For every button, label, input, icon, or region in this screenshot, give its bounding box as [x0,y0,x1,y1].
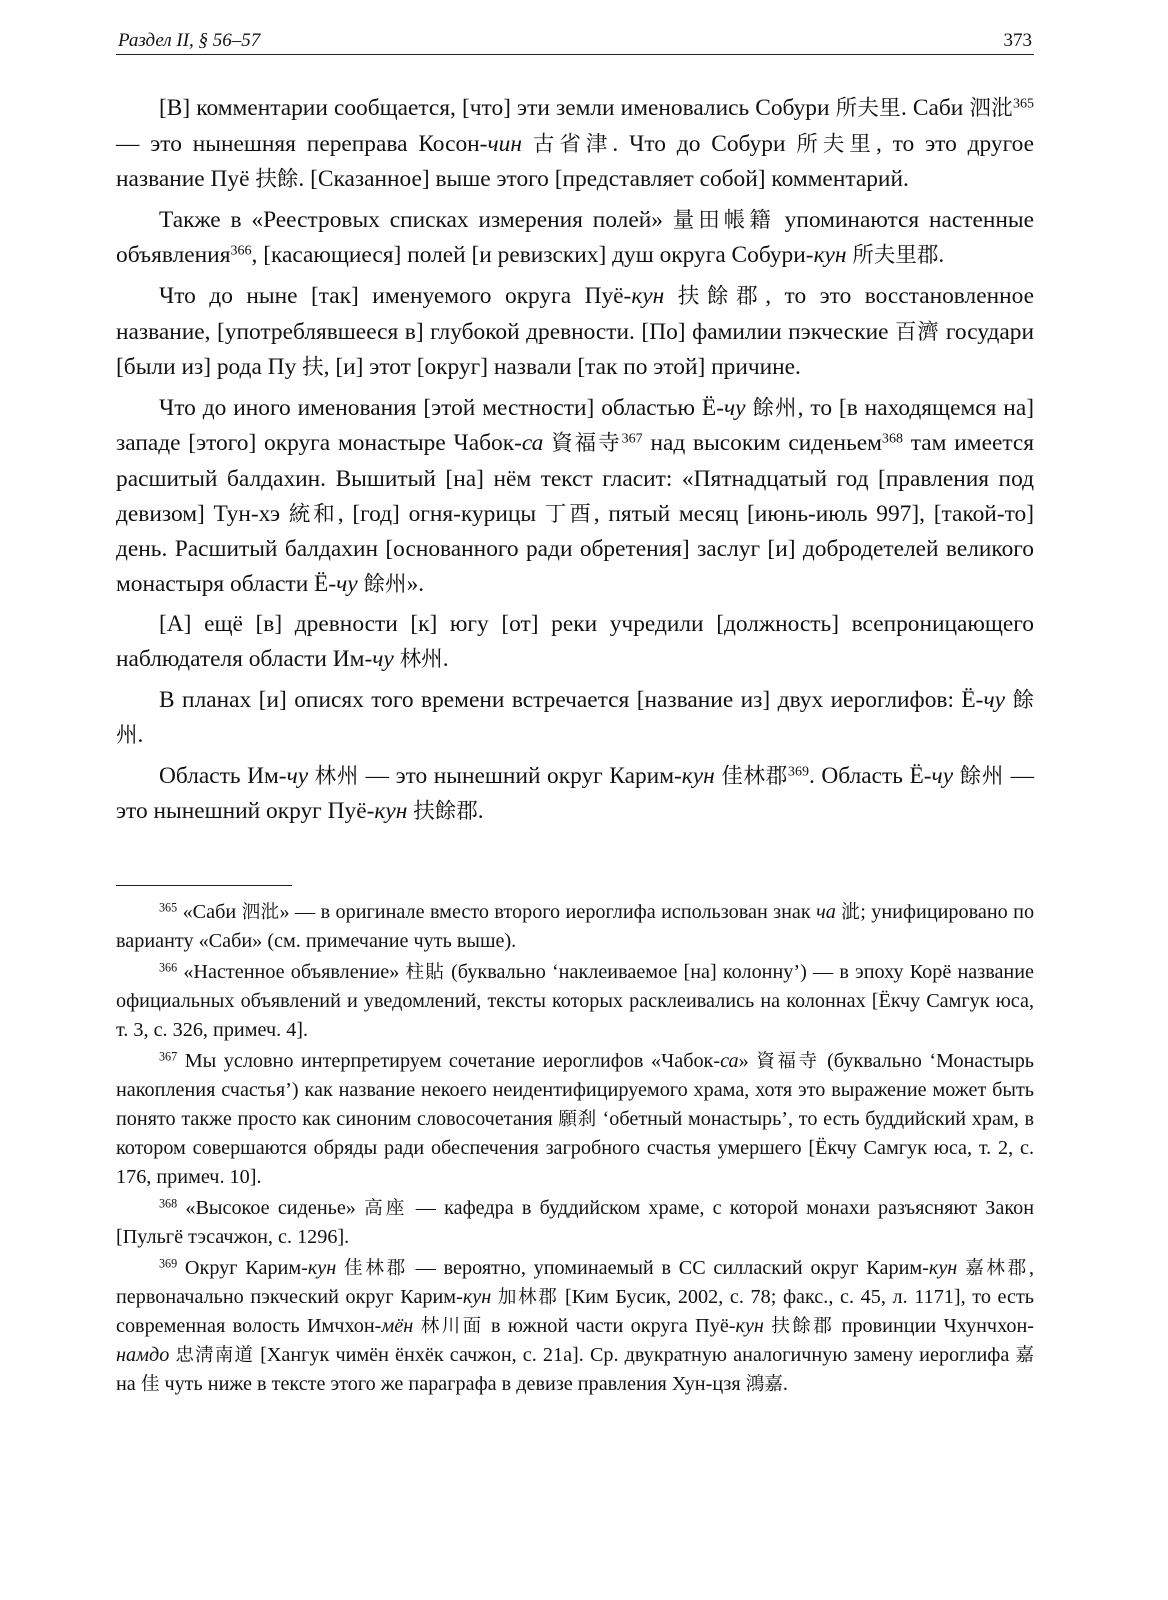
chinese-characters: 餘州 [363,571,407,597]
text-run: — вероятно, упоминаемый в СС силлаский округ Карим- [407,1256,929,1279]
chinese-characters: 加林郡 [497,1286,559,1308]
chinese-characters: 高座 [364,1197,408,1219]
italic-term: ча [816,900,836,923]
italic-term: кун [307,1256,337,1279]
italic-term: кун [928,1256,958,1279]
footnote-ref: 367 [159,1049,178,1064]
chinese-characters: 泚 [841,901,861,923]
text-run: [Хангук чимён ёнхёк сачжон, с. 21а]. Ср. двукратную аналогичную замену иероглифа [253,1343,1016,1366]
italic-term: кун [462,1285,492,1308]
text-run: ‘обетный монастырь’, то есть буддийский храм, в котором совершаются обряды ради обеспечения загробного счастья умершего [Ёкчу Самгук юса, т. 2, с. 176, примеч. 10]. [116,1107,1035,1188]
italic-term: чин [487,130,522,157]
page-number: 373 [1003,30,1032,51]
text-run: Мы условно интерпретируем сочетание иероглифов «Чабок- [177,1049,721,1072]
footnote-ref: 368 [159,1196,178,1211]
paragraph [116,391,1034,603]
chinese-characters: 扶餘郡 [771,1315,835,1337]
italic-term: чу [286,762,309,789]
text-run: , то это другое название Пуё [116,130,1034,193]
text-run: , то [в находящемся на] западе [этого] округа монастыре Чабок- [116,394,1034,457]
chinese-characters: 所夫里 [796,131,876,157]
chinese-characters: 統和 [288,501,338,527]
footnote [116,958,1034,1045]
text-run: государи [были из] рода Пу [116,318,1034,381]
text-run: . Область Ё- [808,762,932,789]
chinese-characters: 鴻嘉 [745,1373,783,1395]
footnotes [116,898,1034,1399]
text-run: Также в «Реестровых списках измерения полей» [159,206,673,233]
chinese-characters: 餘州 [116,687,1035,749]
italic-term: намдо [116,1343,170,1366]
paragraph [116,759,1034,830]
chinese-characters: 林川面 [420,1315,484,1337]
chinese-characters: 柱貼 [405,961,445,983]
italic-term: кун [374,798,408,825]
chinese-characters: 泗沘 [969,96,1013,121]
chinese-characters: 扶餘郡 [677,283,766,309]
text-run: «Настенное объявление» [177,960,406,983]
footnote [116,1047,1034,1192]
text-run: провинции Чхунчхон- [834,1314,1035,1337]
running-head [116,30,1034,55]
text-run: упоминаются настенные объявления [116,206,1035,269]
text-run: . [442,645,449,672]
text-run: . [137,722,144,749]
text-run: на [116,1372,141,1395]
footnote-ref: 366 [230,242,252,259]
text-run: Что до ныне [так] именуемого округа Пуё- [159,282,632,309]
text-run: , [касающиеся] полей [и ревизских] душ округа Собури- [251,242,814,269]
chinese-characters: 資福寺 [756,1050,820,1072]
text-run [957,1257,965,1279]
text-run: . [Сказанное] выше этого [представляет собой] комментарий. [298,166,909,193]
footnote [116,1194,1034,1252]
text-run [1005,687,1012,713]
text-run: . Саби [900,95,970,121]
italic-term: чу [372,645,394,672]
paragraph [116,683,1034,754]
chinese-characters: 丁酉 [544,501,594,527]
text-run: , первоначально пэкческий округ Карим- [116,1256,1034,1308]
text-run: , [и] этот [округ] назвали [так по этой] причине. [323,354,801,381]
text-run: Область Им- [159,762,287,789]
text-run [336,1257,344,1279]
footnote-ref: 366 [159,960,178,975]
paragraph [116,203,1034,274]
italic-term: кун [735,1314,764,1337]
text-run: «Высокое сиденье» [177,1196,365,1219]
text-run: (буквально ‘Монастырь накопления счастья’) как название некоего неидентифицируемого храма, хотя это выражение может быть понято также просто как синоним словосочетания [116,1049,1035,1130]
text-run: . [477,798,484,825]
text-run: . [938,242,945,269]
chinese-characters: 所夫里郡 [852,243,939,269]
footnote [116,1254,1034,1399]
text-run: там имеется расшитый балдахин. Вышитый [на] нём текст гласит: «Пятнадцатый год [правления под девизом] Тун-хэ [116,430,1034,527]
chinese-characters: 佳林郡 [344,1257,408,1279]
chinese-characters: 扶 [302,355,324,381]
text-run: [В] комментарии сообщается, [что] эти земли именовались Собури [159,95,836,121]
chinese-characters: 忠淸南道 [175,1344,254,1366]
chinese-characters: 林州 [399,646,443,672]
text-run: «Саби [177,900,242,923]
text-run: Что до иного именования [этой местности] областью Ё- [159,394,724,421]
paragraph [116,91,1034,198]
footnote-ref: 368 [881,430,903,447]
text-run: — кафедра в буддийском храме, с которой монахи разъясняют Закон [Пульгё тэсачжон, с. 1296]. [116,1196,1035,1248]
text-run: Округ Карим- [177,1256,308,1279]
text-run: . [782,1372,788,1395]
italic-term: чу [983,686,1006,713]
chinese-characters: 林州 [314,763,360,789]
chinese-characters: 佳林郡 [721,763,788,789]
text-run: , пятый месяц [июнь-июль 997], [такой-то] день. Расшитый балдахин [основанного ради обретения] заслуг [и] добродетелей великого монастыря области Ё- [116,500,1035,597]
chinese-characters: 泗沘 [241,901,280,923]
chinese-characters: 扶餘郡 [413,799,478,825]
text-run: В планах [и] описях того времени встречается [название из] двух иероглифов: Ё- [159,686,984,713]
text-run: » — в оригинале вместо второго иероглифа использован знак [279,900,817,923]
italic-term: кун [681,762,715,789]
paragraph [116,279,1034,386]
text-run [491,1286,498,1308]
chinese-characters: 嘉 [1015,1344,1034,1366]
footnote-ref: 365 [1012,95,1035,112]
section-reference: Раздел II, § 56–57 [118,30,261,51]
chinese-characters: 古省津 [532,131,613,157]
text-run: , то это восстановленное название, [употреблявшееся в] глубокой древности. [По] фамилии пэкческие [116,282,1034,345]
italic-term: мён [381,1314,414,1337]
footnote-ref: 369 [159,1256,178,1271]
chinese-characters: 百濟 [895,319,940,345]
italic-term: са [720,1049,739,1072]
chinese-characters: 量田帳籍 [672,207,775,233]
italic-term: чу [724,394,746,421]
paragraph [116,607,1034,677]
chinese-characters: 餘州 [752,395,798,421]
text-run: — это нынешний округ Карим- [359,762,682,789]
text-run: (буквально ‘наклеиваемое [на] колонну’) — в эпоху Корё название официальных объявлений и уведомлений, тексты которых расклеивались на колоннах [Ёкчу Самгук юса, т. 3, с. 326, примеч. 4]. [116,960,1034,1041]
chinese-characters: 餘州 [959,763,1005,789]
italic-term: са [521,430,544,457]
chinese-characters: 佳 [140,1373,160,1395]
text-run: [А] ещё [в] древности [к] югу [от] реки учредили [должность] всепроницающего наблюдателя области Им- [116,611,1034,672]
text-run: в южной части округа Пуё- [483,1314,736,1337]
italic-term: кун [813,242,847,269]
italic-term: чу [336,570,358,597]
text-run: чуть ниже в тексте этого же параграфа в девизе правления Хун-цзя [159,1372,746,1395]
text-run: » [738,1049,757,1072]
chinese-characters: 願刹 [558,1108,597,1130]
italic-term: кун [631,282,665,309]
italic-term: чу [931,762,954,789]
text-run: ; унифицировано по варианту «Саби» (см. примечание чуть выше). [116,900,1035,952]
chinese-characters: 所夫里 [835,96,901,121]
footnote-separator [116,885,292,886]
text-run: . Что до Собури [612,130,797,157]
book-page [116,30,1034,1401]
text-run: [Ким Бусик, 2002, с. 78; факс., с. 45, л. 1171], то есть современная волость Имчхон- [116,1285,1035,1337]
main-text [116,91,1034,830]
text-run: — это нынешняя переправа Косон- [116,130,488,157]
chinese-characters: 資福寺 [551,431,622,457]
text-run: ». [406,570,425,597]
footnote-ref: 365 [159,900,178,915]
footnote-ref: 369 [787,762,809,779]
text-run [664,283,677,309]
chinese-characters: 嘉林郡 [965,1257,1029,1279]
footnote [116,898,1034,956]
text-run [413,1315,420,1337]
text-run: , [год] огня-курицы [337,500,545,527]
text-run: над высоким сиденьем [642,430,882,457]
text-run [522,131,533,157]
text-run: — это нынешний округ Пуё- [116,762,1034,825]
chinese-characters: 扶餘 [255,167,299,193]
footnote-ref: 367 [621,430,643,447]
